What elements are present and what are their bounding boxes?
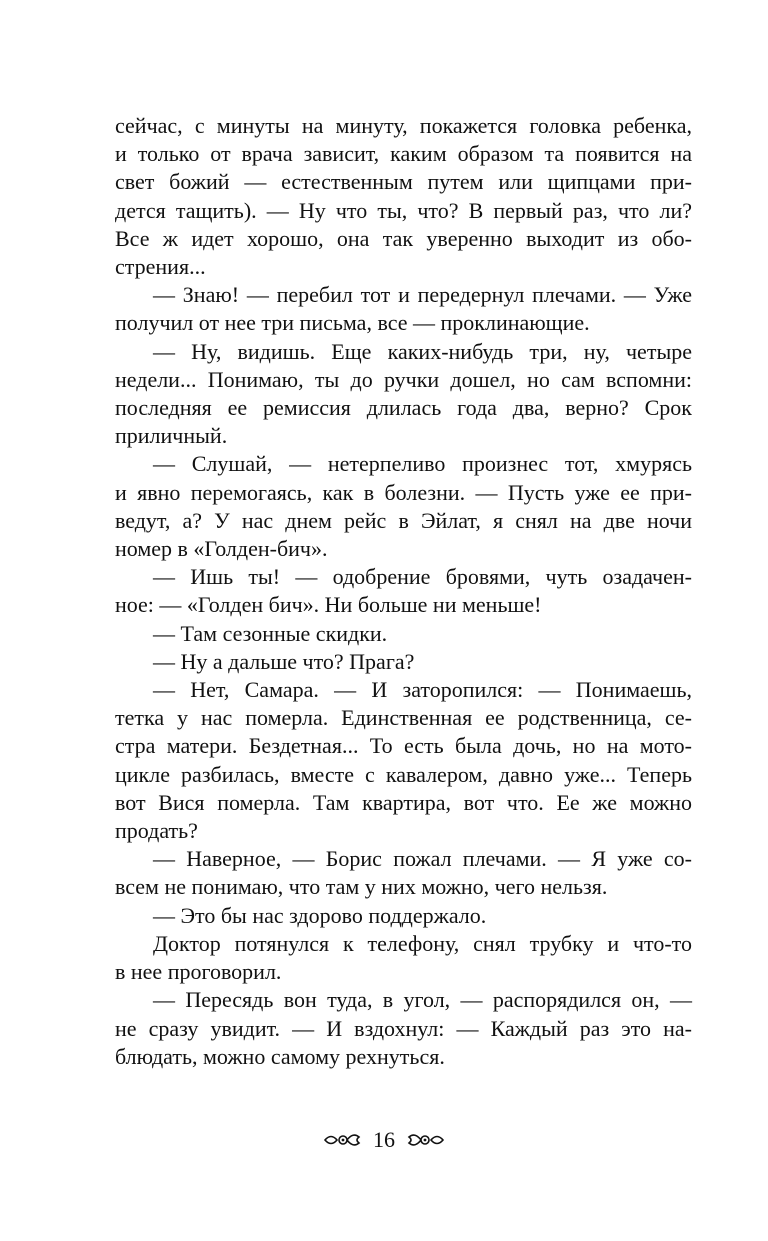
paragraph [115, 648, 692, 676]
text-line: ное: — «Голден бич». Ни больше ни меньше! [115, 592, 542, 618]
paragraph [115, 986, 692, 1071]
text-line: тетка у нас померла. Единственная ее родственница, се- [115, 705, 692, 731]
text-line: не сразу увидит. — И вздохнул: — Каждый раз это на- [115, 1015, 692, 1041]
text-line: — Нет, Самара. — И заторопился: — Понимаешь, [153, 677, 692, 703]
paragraph [115, 281, 692, 337]
body-text [115, 112, 692, 1071]
right-floral-ornament-icon [405, 1129, 445, 1151]
text-line: и только от врача зависит, каким образом та появится на [115, 141, 692, 167]
text-line: вот Вися померла. Там квартира, вот что. Ее же можно [115, 789, 692, 815]
text-line: номер в «Голден-бич». [115, 536, 328, 562]
text-line: получил от нее три письма, все — проклинающие. [115, 310, 590, 336]
text-line: стрения... [115, 254, 206, 280]
text-line: — Ну а дальше что? Прага? [153, 648, 415, 674]
page-footer [0, 1122, 768, 1158]
paragraph [115, 902, 692, 930]
text-line: продать? [115, 818, 198, 844]
text-line: — Ну, видишь. Еще каких-нибудь три, ну, четыре [153, 338, 692, 364]
text-line: свет божий — естественным путем или щипцами при- [115, 169, 692, 195]
text-line: — Слушай, — нетерпеливо произнес тот, хмурясь [153, 451, 692, 477]
text-line: и явно перемогаясь, как в болезни. — Пусть уже ее при- [115, 479, 692, 505]
paragraph [115, 845, 692, 901]
text-line: приличный. [115, 423, 228, 449]
text-line: — Ишь ты! — одобрение бровями, чуть озадачен- [153, 564, 692, 590]
paragraph [115, 620, 692, 648]
text-line: — Наверное, — Борис пожал плечами. — Я уже со- [153, 846, 692, 872]
text-line: всем не понимаю, что там у них можно, чего нельзя. [115, 874, 608, 900]
text-line: — Пересядь вон туда, в угол, — распорядился он, — [153, 987, 692, 1013]
text-line: дется тащить). — Ну что ты, что? В первый раз, что ли? [115, 197, 692, 223]
text-line: последняя ее ремиссия длилась года два, верно? Срок [115, 395, 692, 421]
text-line: Все ж идет хорошо, она так уверенно выходит из обо- [115, 225, 692, 251]
paragraph [115, 338, 692, 451]
text-line: в нее проговорил. [115, 959, 282, 985]
paragraph [115, 930, 692, 986]
text-line: ведут, а? У нас днем рейс в Эйлат, я снял на две ночи [115, 507, 692, 533]
text-line: — Там сезонные скидки. [153, 620, 388, 646]
text-line: Доктор потянулся к телефону, снял трубку и что-то [153, 930, 692, 956]
text-line: — Это бы нас здорово поддержало. [153, 902, 487, 928]
text-line: стра матери. Бездетная... То есть была дочь, но на мото- [115, 733, 692, 759]
paragraph [115, 112, 692, 281]
paragraph [115, 563, 692, 619]
page-number: 16 [373, 1127, 395, 1152]
text-line: цикле разбилась, вместе с кавалером, давно уже... Теперь [115, 761, 692, 787]
text-line: блюдать, можно самому рехнуться. [115, 1043, 445, 1069]
text-line: сейчас, с минуты на минуту, покажется головка ребенка, [115, 113, 692, 138]
paragraph [115, 450, 692, 563]
paragraph [115, 676, 692, 845]
text-line: — Знаю! — перебил тот и передернул плечами. — Уже [153, 282, 692, 308]
text-line: недели... Понимаю, ты до ручки дошел, но сам вспомни: [115, 366, 692, 392]
left-floral-ornament-icon [323, 1129, 363, 1151]
